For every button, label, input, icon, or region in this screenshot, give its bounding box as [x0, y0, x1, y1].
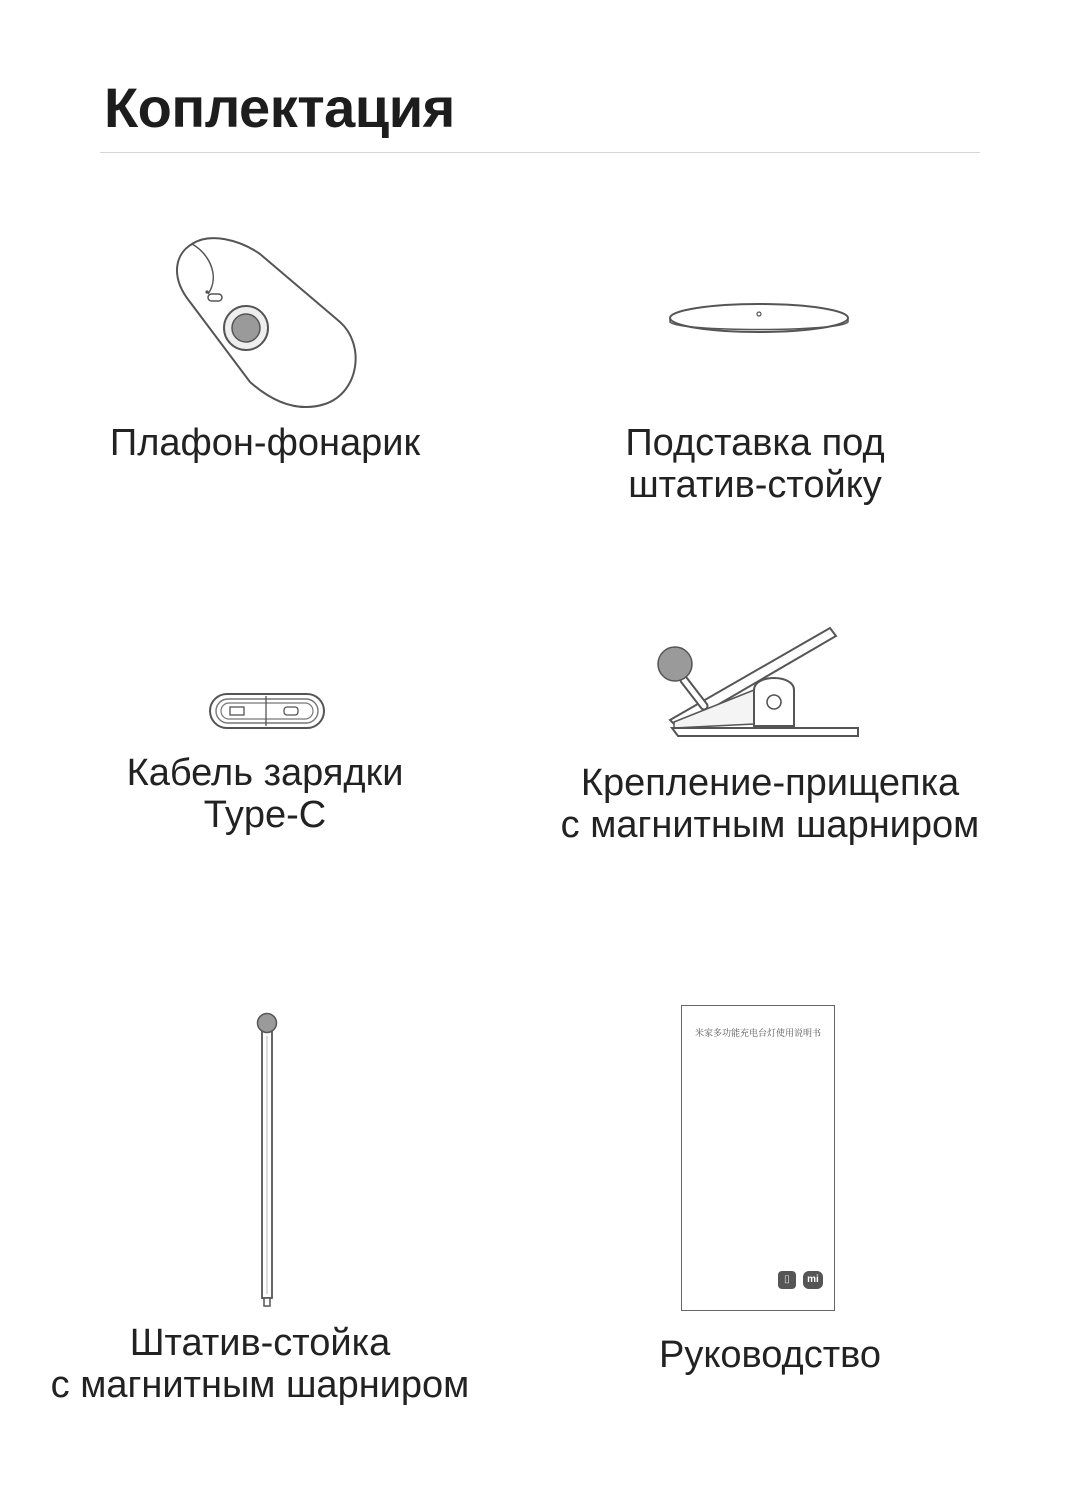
item-caption-base: Подставка под штатив-стойку — [625, 422, 885, 506]
mi-logo-icon: mi — [803, 1271, 823, 1289]
manual-cover-text: 米家多功能充电台灯使用说明书 — [694, 1029, 821, 1039]
item-caption-lamp: Плафон-фонарик — [109, 422, 421, 464]
page-title: Коплектация — [104, 76, 455, 139]
item-caption-manual: Руководство — [658, 1334, 882, 1376]
item-caption-rod: Штатив-стойка с магнитным шарниром — [50, 1322, 470, 1406]
title-divider — [100, 152, 980, 153]
round-base-icon — [668, 298, 850, 338]
item-caption-clip: Крепление-прищепка с магнитным шарниром — [560, 762, 980, 846]
item-caption-cable: Кабель зарядки Type-C — [126, 752, 404, 836]
manual-booklet-icon — [681, 1005, 835, 1311]
tripod-rod-icon — [255, 1012, 279, 1308]
usb-cable-icon — [208, 692, 326, 730]
clip-mount-icon — [654, 624, 864, 742]
lamp-head-icon — [170, 232, 370, 417]
mijia-logo-icon: ⌷ — [778, 1271, 796, 1289]
